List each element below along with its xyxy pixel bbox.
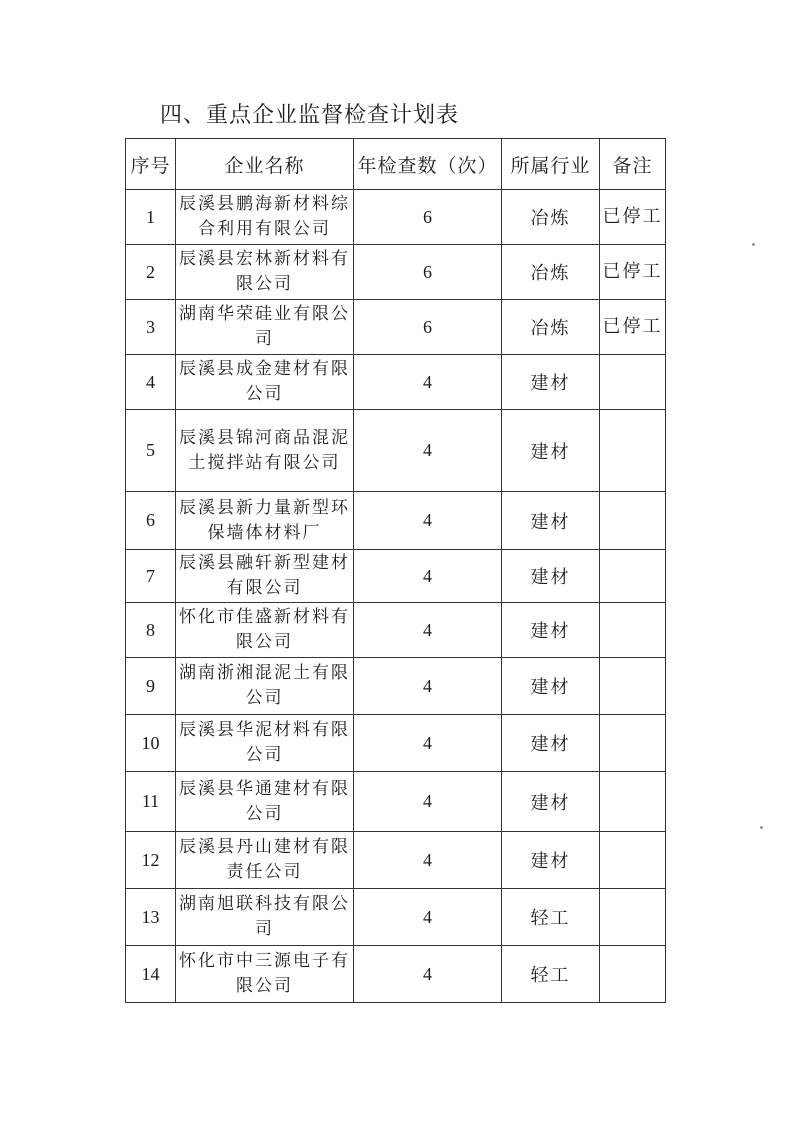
- company-name: 辰溪县新力量新型环保墙体材料厂: [176, 492, 354, 550]
- industry: 冶炼: [502, 245, 600, 300]
- note: [600, 715, 666, 772]
- note: [600, 410, 666, 492]
- table-row: [126, 245, 666, 300]
- inspection-count: 4: [354, 832, 502, 889]
- company-name: 辰溪县华通建材有限公司: [176, 772, 354, 832]
- inspection-count: 6: [354, 300, 502, 355]
- row-no: 8: [126, 603, 176, 658]
- table-row: [126, 658, 666, 715]
- industry: 冶炼: [502, 300, 600, 355]
- row-no: 6: [126, 492, 176, 550]
- industry: 冶炼: [502, 190, 600, 245]
- row-no: 13: [126, 889, 176, 946]
- table-row: [126, 410, 666, 492]
- industry: 轻工: [502, 946, 600, 1003]
- inspection-count: 6: [354, 190, 502, 245]
- note: [600, 832, 666, 889]
- row-no: 14: [126, 946, 176, 1003]
- row-no: 2: [126, 245, 176, 300]
- inspection-count: 4: [354, 772, 502, 832]
- table-row: [126, 772, 666, 832]
- page-title: 四、重点企业监督检查计划表: [160, 103, 460, 128]
- header-note: 备注: [600, 139, 666, 190]
- inspection-count: 4: [354, 410, 502, 492]
- inspection-count: 4: [354, 355, 502, 410]
- row-no: 12: [126, 832, 176, 889]
- row-no: 1: [126, 190, 176, 245]
- header-no: 序号: [126, 139, 176, 190]
- company-name: 湖南华荣硅业有限公司: [176, 300, 354, 355]
- company-name: 辰溪县丹山建材有限责任公司: [176, 832, 354, 889]
- note: [600, 772, 666, 832]
- note: [600, 603, 666, 658]
- industry: 建材: [502, 658, 600, 715]
- company-name: 辰溪县锦河商品混泥土搅拌站有限公司: [176, 410, 354, 492]
- table-row: [126, 492, 666, 550]
- header-industry: 所属行业: [502, 139, 600, 190]
- industry: 建材: [502, 772, 600, 832]
- note: [600, 492, 666, 550]
- industry: 建材: [502, 410, 600, 492]
- row-no: 9: [126, 658, 176, 715]
- industry: 建材: [502, 603, 600, 658]
- note: [600, 658, 666, 715]
- row-no: 7: [126, 550, 176, 603]
- table-row: [126, 603, 666, 658]
- note: 已停工: [600, 300, 666, 355]
- header-name: 企业名称: [176, 139, 354, 190]
- row-no: 4: [126, 355, 176, 410]
- row-no: 5: [126, 410, 176, 492]
- table-row: [126, 889, 666, 946]
- note: 已停工: [600, 190, 666, 245]
- scan-speck: [760, 826, 763, 829]
- row-no: 11: [126, 772, 176, 832]
- inspection-count: 4: [354, 550, 502, 603]
- inspection-count: 4: [354, 603, 502, 658]
- inspection-count: 4: [354, 492, 502, 550]
- table-row: [126, 832, 666, 889]
- table-row: [126, 550, 666, 603]
- company-name: 辰溪县鹏海新材料综合利用有限公司: [176, 190, 354, 245]
- company-name: 怀化市佳盛新材料有限公司: [176, 603, 354, 658]
- inspection-count: 4: [354, 946, 502, 1003]
- inspection-count: 4: [354, 715, 502, 772]
- table-row: [126, 300, 666, 355]
- table-row: [126, 715, 666, 772]
- industry: 建材: [502, 715, 600, 772]
- row-no: 10: [126, 715, 176, 772]
- scan-speck: [752, 243, 755, 246]
- note: [600, 355, 666, 410]
- header-count: 年检查数（次）: [354, 139, 502, 190]
- industry: 建材: [502, 492, 600, 550]
- inspection-count: 6: [354, 245, 502, 300]
- company-name: 湖南旭联科技有限公司: [176, 889, 354, 946]
- inspection-count: 4: [354, 658, 502, 715]
- company-name: 辰溪县融轩新型建材有限公司: [176, 550, 354, 603]
- industry: 轻工: [502, 889, 600, 946]
- company-name: 怀化市中三源电子有限公司: [176, 946, 354, 1003]
- table-row: [126, 946, 666, 1003]
- table-row: [126, 190, 666, 245]
- industry: 建材: [502, 355, 600, 410]
- note: [600, 946, 666, 1003]
- table-header-row: [126, 139, 666, 190]
- company-name: 湖南浙湘混泥土有限公司: [176, 658, 354, 715]
- inspection-plan-table: [125, 138, 666, 1003]
- table-row: [126, 355, 666, 410]
- note: 已停工: [600, 245, 666, 300]
- industry: 建材: [502, 550, 600, 603]
- company-name: 辰溪县华泥材料有限公司: [176, 715, 354, 772]
- note: [600, 889, 666, 946]
- company-name: 辰溪县宏林新材料有限公司: [176, 245, 354, 300]
- row-no: 3: [126, 300, 176, 355]
- inspection-count: 4: [354, 889, 502, 946]
- industry: 建材: [502, 832, 600, 889]
- note: [600, 550, 666, 603]
- company-name: 辰溪县成金建材有限公司: [176, 355, 354, 410]
